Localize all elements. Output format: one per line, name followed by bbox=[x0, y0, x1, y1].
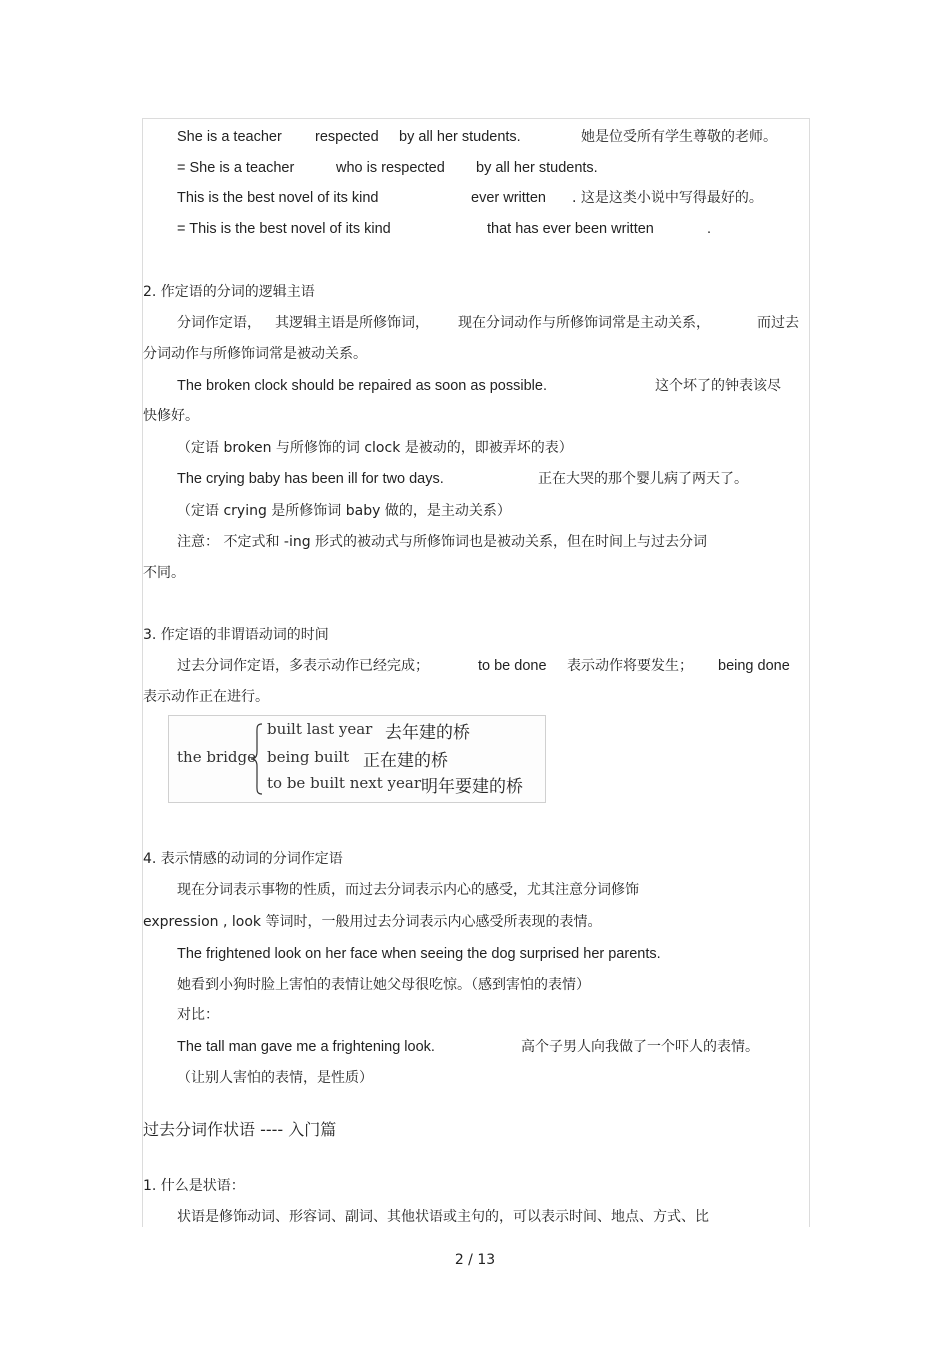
diagram-row-2-cn: 正在建的桥 bbox=[363, 751, 448, 771]
text-line-14-seg-1: 不同。 bbox=[143, 565, 185, 581]
diagram-row-2-en: being built bbox=[267, 748, 350, 766]
text-line-15-seg-1: 3. 作定语的非谓语动词的时间 bbox=[143, 627, 329, 643]
text-line-12-seg-1: （定语 crying 是所修饰词 baby 做的，是主动关系） bbox=[177, 503, 511, 519]
text-line-18-seg-1: 4. 表示情感的动词的分词作定语 bbox=[143, 851, 343, 867]
text-line-25-seg-1: （让别人害怕的表情，是性质） bbox=[177, 1070, 373, 1086]
text-line-7-seg-1: 分词动作与所修饰词常是被动关系。 bbox=[143, 346, 367, 362]
text-line-2-seg-2: who is respected bbox=[336, 160, 445, 176]
text-line-24-seg-2: 高个子男人向我做了一个吓人的表情。 bbox=[521, 1039, 759, 1055]
text-line-23-seg-1: 对比： bbox=[177, 1007, 219, 1023]
text-line-22-seg-1: 她看到小狗时脸上害怕的表情让她父母很吃惊。（感到害怕的表情） bbox=[177, 977, 590, 993]
diagram-head: the bridge bbox=[177, 748, 256, 766]
text-line-8-seg-2: 这个坏了的钟表该尽 bbox=[655, 378, 781, 394]
text-line-21-seg-1: The frightened look on her face when seeing the dog surprised her parents. bbox=[177, 946, 661, 962]
text-line-16-seg-1: 过去分词作定语，多表示动作已经完成； bbox=[177, 658, 429, 674]
text-line-6-seg-2: 其逻辑主语是所修饰词， bbox=[275, 315, 429, 331]
text-line-16-seg-2: to be done bbox=[478, 658, 547, 674]
bridge-diagram bbox=[168, 715, 546, 803]
text-line-19-seg-1: 现在分词表示事物的性质，而过去分词表示内心的感受，尤其注意分词修饰 bbox=[177, 882, 639, 898]
text-line-10-seg-1: （定语 broken 与所修饰的词 clock 是被动的，即被弄坏的表） bbox=[177, 440, 573, 456]
page-number: 2 / 13 bbox=[454, 1252, 496, 1268]
text-line-3-seg-2: ever written bbox=[471, 190, 546, 206]
text-line-11-seg-2: 正在大哭的那个婴儿病了两天了。 bbox=[538, 471, 748, 487]
text-line-6-seg-3: 现在分词动作与所修饰词常是主动关系， bbox=[458, 315, 710, 331]
diagram-row-3-en: to be built next year bbox=[267, 774, 421, 792]
text-line-27-seg-1: 1. 什么是状语： bbox=[143, 1178, 245, 1194]
text-line-2-seg-1: = She is a teacher bbox=[177, 160, 295, 176]
text-line-16-seg-3: 表示动作将要发生； bbox=[567, 658, 693, 674]
text-line-6-seg-1: 分词作定语， bbox=[177, 315, 261, 331]
text-line-5-seg-1: 2. 作定语的分词的逻辑主语 bbox=[143, 284, 315, 300]
text-line-6-seg-4: 而过去 bbox=[757, 315, 799, 331]
text-line-1-seg-3: by all her students. bbox=[399, 129, 521, 145]
text-line-3-seg-3: . 这是这类小说中写得最好的。 bbox=[572, 190, 763, 206]
text-line-4-seg-3: . bbox=[707, 221, 712, 237]
diagram-row-1-en: built last year bbox=[267, 720, 373, 738]
text-line-8-seg-1: The broken clock should be repaired as soon as possible. bbox=[177, 378, 547, 394]
text-line-3-seg-1: This is the best novel of its kind bbox=[177, 190, 379, 206]
text-line-16-seg-4: being done bbox=[718, 658, 790, 674]
text-line-17-seg-1: 表示动作正在进行。 bbox=[143, 689, 269, 705]
brace-icon bbox=[250, 722, 264, 796]
text-line-4-seg-1: = This is the best novel of its kind bbox=[177, 221, 391, 237]
text-line-11-seg-1: The crying baby has been ill for two days. bbox=[177, 471, 444, 487]
text-line-20-seg-1: expression , look 等词时，一般用过去分词表示内心感受所表现的表情。 bbox=[143, 914, 602, 930]
text-line-13-seg-1: 注意： 不定式和 -ing 形式的被动式与所修饰词也是被动关系，但在时间上与过去分词 bbox=[177, 534, 708, 550]
text-line-4-seg-2: that has ever been written bbox=[487, 221, 654, 237]
text-line-1-seg-1: She is a teacher bbox=[177, 129, 282, 145]
text-line-2-seg-3: by all her students. bbox=[476, 160, 598, 176]
text-line-1-seg-4: 她是位受所有学生尊敬的老师。 bbox=[581, 129, 777, 145]
text-line-28-seg-1: 状语是修饰动词、形容词、副词、其他状语或主句的，可以表示时间、地点、方式、比 bbox=[177, 1209, 709, 1225]
text-line-24-seg-1: The tall man gave me a frightening look. bbox=[177, 1039, 435, 1055]
text-line-1-seg-2: respected bbox=[315, 129, 379, 145]
diagram-row-1-cn: 去年建的桥 bbox=[385, 723, 470, 743]
diagram-row-3-cn: 明年要建的桥 bbox=[421, 777, 523, 797]
text-line-9-seg-1: 快修好。 bbox=[143, 408, 199, 424]
text-line-26-seg-1: 过去分词作状语 ---- 入门篇 bbox=[143, 1120, 337, 1139]
